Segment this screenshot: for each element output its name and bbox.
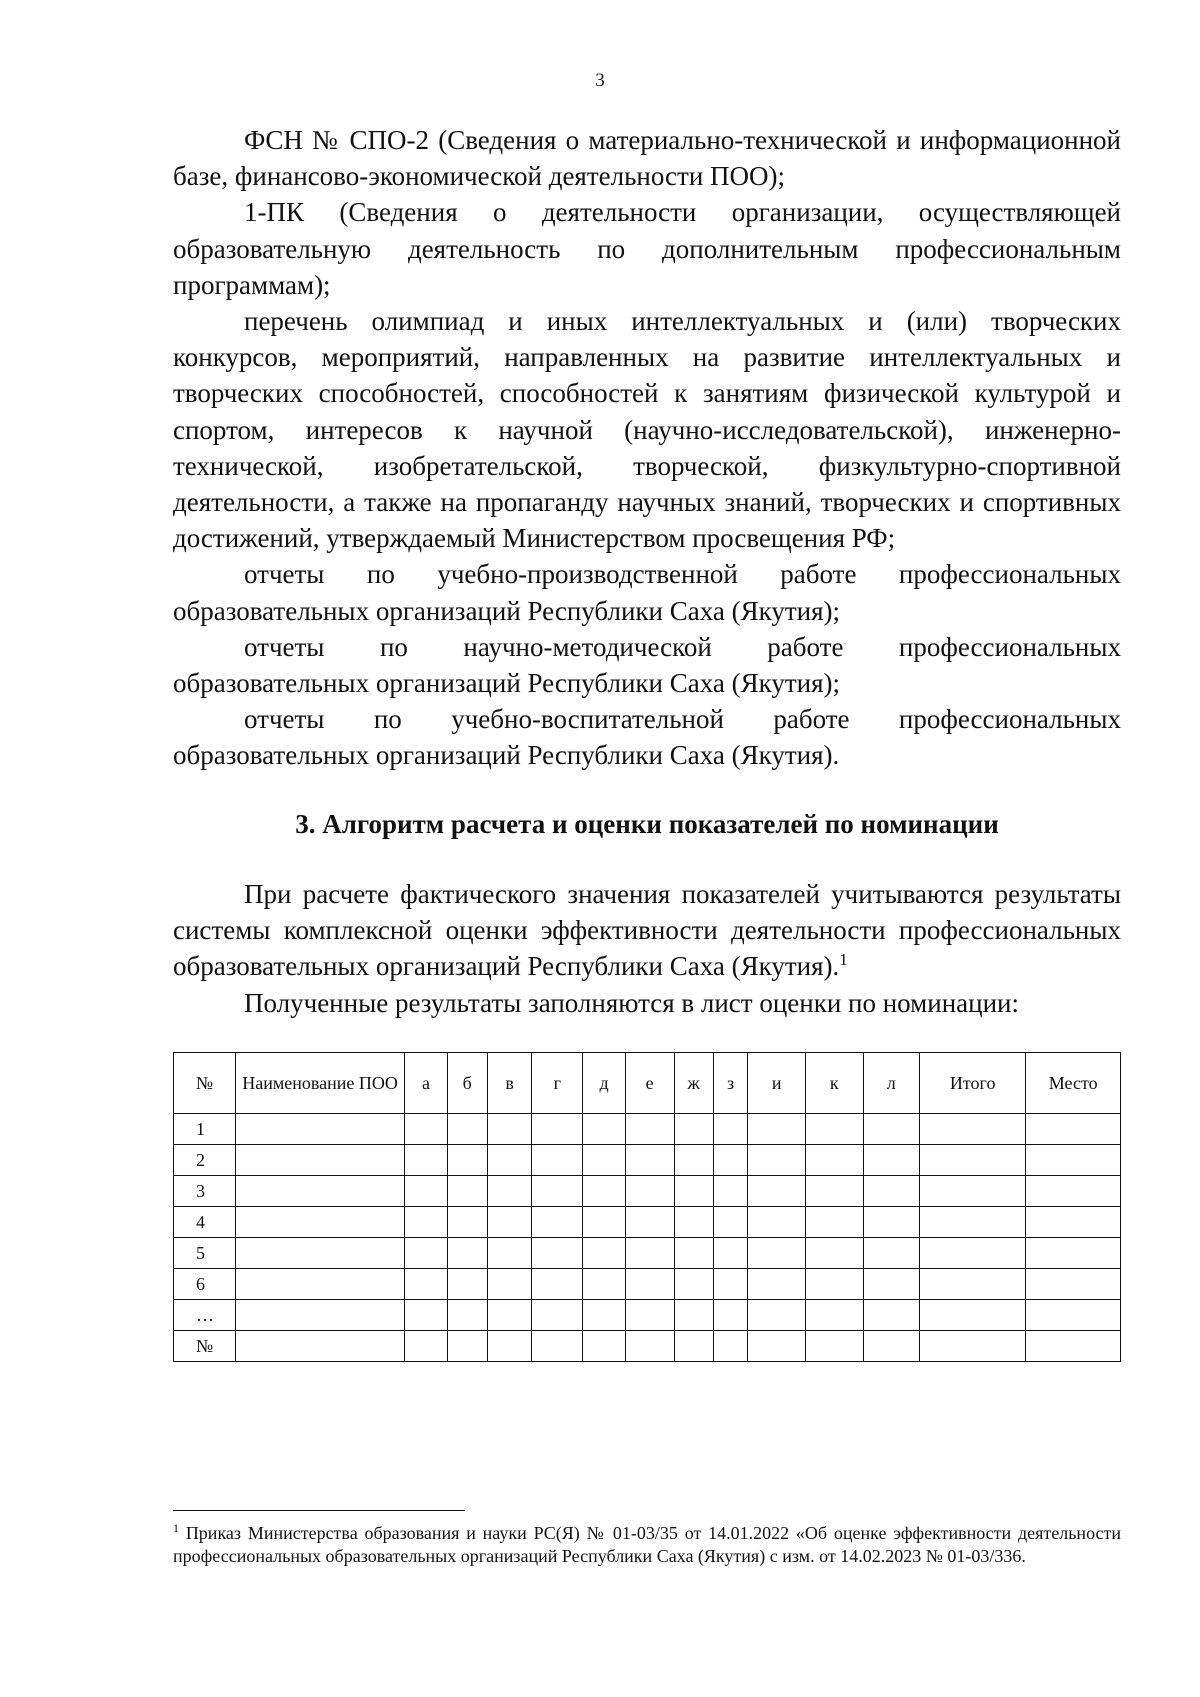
- table-cell: [863, 1238, 919, 1269]
- table-cell: [805, 1300, 863, 1331]
- row-number-cell: 3: [174, 1176, 236, 1207]
- table-cell: [625, 1176, 674, 1207]
- row-number-cell: 6: [174, 1269, 236, 1300]
- table-cell: [625, 1269, 674, 1300]
- table-cell: [447, 1114, 487, 1145]
- table-cell: [748, 1114, 806, 1145]
- table-cell: [919, 1269, 1025, 1300]
- table-cell: [583, 1300, 625, 1331]
- table-header-cell: б: [447, 1053, 487, 1114]
- table-header-cell: Итого: [919, 1053, 1025, 1114]
- table-cell: [713, 1238, 748, 1269]
- table-header-cell: №: [174, 1053, 236, 1114]
- table-header-cell: д: [583, 1053, 625, 1114]
- table-cell: [487, 1114, 532, 1145]
- table-cell: [447, 1145, 487, 1176]
- table-cell: [863, 1176, 919, 1207]
- table-header-cell: Место: [1026, 1053, 1121, 1114]
- table-cell: [1026, 1331, 1121, 1362]
- table-cell: [748, 1176, 806, 1207]
- table-cell: [447, 1300, 487, 1331]
- table-cell: [748, 1145, 806, 1176]
- table-row: [174, 1176, 1121, 1207]
- table-cell: [235, 1145, 404, 1176]
- table-cell: [919, 1114, 1025, 1145]
- footnote: [173, 1522, 1121, 1567]
- table-cell: [487, 1207, 532, 1238]
- table-cell: [713, 1207, 748, 1238]
- table-cell: [532, 1207, 583, 1238]
- table-cell: [1026, 1176, 1121, 1207]
- table-cell: [532, 1331, 583, 1362]
- table-cell: [919, 1145, 1025, 1176]
- table-cell: [487, 1145, 532, 1176]
- table-cell: [235, 1238, 404, 1269]
- table-body: [174, 1114, 1121, 1362]
- table-cell: [532, 1176, 583, 1207]
- paragraph-production-reports: отчеты по учебно-производственной работе профессиональных образовательных организаций Республики Саха (Якутия);: [173, 559, 1121, 626]
- table-cell: [235, 1114, 404, 1145]
- paragraph-results-fill: Полученные результаты заполняются в лист оценки по номинации:: [244, 987, 1019, 1018]
- table-cell: [583, 1238, 625, 1269]
- table-cell: [625, 1300, 674, 1331]
- table-cell: [1026, 1207, 1121, 1238]
- table-cell: [405, 1176, 447, 1207]
- table-cell: [863, 1114, 919, 1145]
- table-cell: [1026, 1238, 1121, 1269]
- table-cell: [405, 1207, 447, 1238]
- table-cell: [674, 1269, 713, 1300]
- table-cell: [805, 1114, 863, 1145]
- row-number-cell: …: [174, 1300, 236, 1331]
- table-cell: [713, 1145, 748, 1176]
- table-cell: [235, 1300, 404, 1331]
- assessment-table: [173, 1052, 1121, 1362]
- table-cell: [532, 1114, 583, 1145]
- table-cell: [805, 1145, 863, 1176]
- table-cell: [1026, 1145, 1121, 1176]
- table-cell: [805, 1207, 863, 1238]
- table-cell: [919, 1207, 1025, 1238]
- table-cell: [447, 1269, 487, 1300]
- table-cell: [405, 1331, 447, 1362]
- table-cell: [487, 1300, 532, 1331]
- paragraph-calculation: [173, 876, 1121, 985]
- table-header-row: [174, 1053, 1121, 1114]
- footnote-reference: 1: [839, 950, 848, 970]
- table-cell: [405, 1145, 447, 1176]
- paragraph-1pk: 1-ПК (Сведения о деятельности организации, осуществляющей образовательную деятельность по дополнительным профессиональным программам);: [173, 197, 1121, 300]
- table-cell: [674, 1238, 713, 1269]
- table-cell: [405, 1300, 447, 1331]
- table-cell: [235, 1269, 404, 1300]
- table-cell: [405, 1114, 447, 1145]
- row-number-cell: 1: [174, 1114, 236, 1145]
- source-list: [173, 122, 1121, 774]
- table-row: [174, 1269, 1121, 1300]
- table-header-cell: Наименование ПОО: [235, 1053, 404, 1114]
- table-cell: [863, 1331, 919, 1362]
- table-cell: [532, 1145, 583, 1176]
- table-cell: [235, 1176, 404, 1207]
- table-header-cell: е: [625, 1053, 674, 1114]
- table-cell: [674, 1331, 713, 1362]
- paragraph-calculation-text: При расчете фактического значения показателей учитываются результаты системы комплексной оценки эффективности деятельности профессиональных образовательных организаций Республики Саха (Якутия).: [173, 879, 1121, 982]
- row-number-cell: 4: [174, 1207, 236, 1238]
- table-cell: [748, 1300, 806, 1331]
- table-cell: [919, 1300, 1025, 1331]
- table-row: [174, 1145, 1121, 1176]
- table-cell: [447, 1238, 487, 1269]
- table-cell: [919, 1331, 1025, 1362]
- table-row: [174, 1238, 1121, 1269]
- table-cell: [625, 1114, 674, 1145]
- table-cell: [447, 1331, 487, 1362]
- table-header-cell: а: [405, 1053, 447, 1114]
- table-cell: [487, 1176, 532, 1207]
- table-cell: [863, 1145, 919, 1176]
- table-row: [174, 1331, 1121, 1362]
- table-cell: [863, 1300, 919, 1331]
- paragraph-fsn-spo2: ФСН № СПО-2 (Сведения о материально-технической и информационной базе, финансово-экономической деятельности ПОО);: [173, 125, 1121, 192]
- table-row: [174, 1114, 1121, 1145]
- table-cell: [713, 1176, 748, 1207]
- table-cell: [805, 1269, 863, 1300]
- page-number: 3: [595, 70, 605, 91]
- table-cell: [625, 1207, 674, 1238]
- table-cell: [674, 1207, 713, 1238]
- table-cell: [405, 1269, 447, 1300]
- table-cell: [713, 1269, 748, 1300]
- table-cell: [919, 1176, 1025, 1207]
- table-cell: [532, 1300, 583, 1331]
- section-heading: 3. Алгоритм расчета и оценки показателей по номинации: [295, 809, 999, 839]
- table-cell: [748, 1238, 806, 1269]
- table-cell: [713, 1331, 748, 1362]
- row-number-cell: 2: [174, 1145, 236, 1176]
- table-header-cell: г: [532, 1053, 583, 1114]
- footnote-text: Приказ Министерства образования и науки РС(Я) № 01-03/35 от 14.01.2022 «Об оценке эффективности деятельности профессиональных образовательных организаций Республики Саха (Якутия) с изм. от 14.02.2023 № 01-03/336.: [173, 1523, 1122, 1566]
- paragraph-educational-reports: отчеты по учебно-воспитательной работе профессиональных образовательных организаций Республики Саха (Якутия).: [173, 704, 1121, 771]
- paragraph-methodical-reports: отчеты по научно-методической работе профессиональных образовательных организаций Республики Саха (Якутия);: [173, 631, 1121, 699]
- table-cell: [583, 1114, 625, 1145]
- table-cell: [583, 1207, 625, 1238]
- table-cell: [235, 1331, 404, 1362]
- footnote-separator: [173, 1510, 465, 1511]
- table-cell: [625, 1331, 674, 1362]
- section-body: [173, 876, 1121, 1021]
- table-cell: [674, 1176, 713, 1207]
- table-cell: [447, 1176, 487, 1207]
- table-cell: [713, 1114, 748, 1145]
- table-header-cell: к: [805, 1053, 863, 1114]
- paragraph-olympiad-list: перечень олимпиад и иных интеллектуальных и (или) творческих конкурсов, мероприятий, направленных на развитие интеллектуальных и творческих способностей, способностей к занятиям физической культурой и спортом, интересов к научной (научно-исследовательской), инженерно-технической, изобретательской, творческой, физкультурно-спортивной деятельности, а также на пропаганду научных знаний, творческих и спортивных достижений, утверждаемый Министерством просвещения РФ;: [173, 306, 1121, 554]
- table-cell: [748, 1207, 806, 1238]
- table-cell: [625, 1145, 674, 1176]
- table-cell: [748, 1331, 806, 1362]
- table-cell: [1026, 1114, 1121, 1145]
- table-header-cell: ж: [674, 1053, 713, 1114]
- table-cell: [1026, 1300, 1121, 1331]
- row-number-cell: №: [174, 1331, 236, 1362]
- table-cell: [805, 1331, 863, 1362]
- table-cell: [583, 1145, 625, 1176]
- table-row: [174, 1300, 1121, 1331]
- table-cell: [674, 1114, 713, 1145]
- table-cell: [532, 1238, 583, 1269]
- table-header-cell: в: [487, 1053, 532, 1114]
- table-cell: [1026, 1269, 1121, 1300]
- table-cell: [487, 1269, 532, 1300]
- table-cell: [863, 1207, 919, 1238]
- table-cell: [447, 1207, 487, 1238]
- table-cell: [625, 1238, 674, 1269]
- table-cell: [805, 1176, 863, 1207]
- table-row: [174, 1207, 1121, 1238]
- table-cell: [919, 1238, 1025, 1269]
- table-cell: [713, 1300, 748, 1331]
- table-cell: [583, 1269, 625, 1300]
- table-cell: [748, 1269, 806, 1300]
- table-header-cell: и: [748, 1053, 806, 1114]
- table-cell: [487, 1331, 532, 1362]
- table-cell: [405, 1238, 447, 1269]
- row-number-cell: 5: [174, 1238, 236, 1269]
- table-header-cell: л: [863, 1053, 919, 1114]
- table-header-cell: з: [713, 1053, 748, 1114]
- table-cell: [863, 1269, 919, 1300]
- table-cell: [487, 1238, 532, 1269]
- table-cell: [235, 1207, 404, 1238]
- table-cell: [532, 1269, 583, 1300]
- table-cell: [674, 1145, 713, 1176]
- table-cell: [583, 1176, 625, 1207]
- table-cell: [805, 1238, 863, 1269]
- footnote-mark: 1: [173, 1521, 179, 1535]
- table-cell: [583, 1331, 625, 1362]
- table-cell: [674, 1300, 713, 1331]
